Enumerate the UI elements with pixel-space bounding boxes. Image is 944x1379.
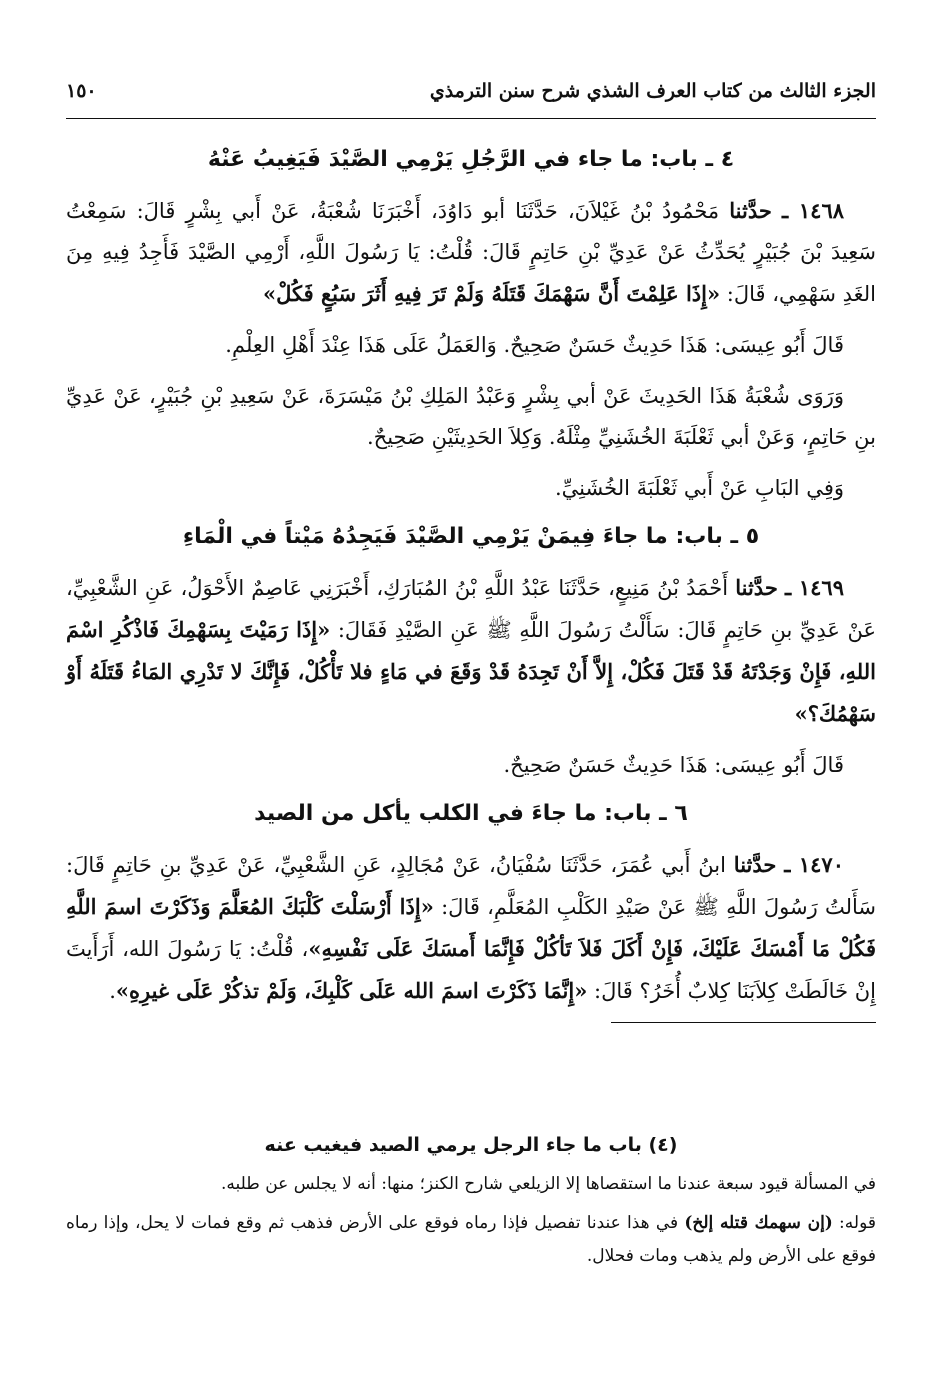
note-2: وَرَوَى شُعْبَةُ هَذَا الحَدِيثَ عَنْ أبي بِشْرٍ وَعَبْدُ المَلِكِ بْنُ مَيْسَرَةَ، عَنْ سَعِيدِ بْنِ جُبَيْرٍ، عَنْ عَدِيِّ بنِ حَاتِمٍ، وَعَنْ أبي ثَعْلَبَةَ الخُشَنِيِّ مِثْلَهُ. وَكِلاَ الحَدِيثَيْنِ صَحِيحٌ. (66, 384, 876, 449)
hadith-text: أَحْمَدُ بْنُ مَنِيعٍ، حَدَّثَنَا عَبْدُ اللَّهِ بْنُ المُبَارَكِ، أَخْبَرَنِي عَاصِمٌ الأَحْوَلُ، عَنِ الشَّعْبِيِّ، عَنْ عَدِيِّ بنِ حَاتِمٍ قَالَ: سَأَلْتُ رَسُولَ اللَّهِ ﷺ عَنِ الصَّيْدِ فَقَالَ: (66, 576, 876, 642)
page-number: ١٥٠ (66, 80, 97, 102)
haddathana: حدَّثنا (733, 852, 777, 877)
hadith-quote: «إِذَا رَمَيْتَ بِسَهْمِكَ فَاذْكُرِ اسْمَ اللهِ، فَإِنْ وَجَدْتَهُ قَدْ قَتَلَ فَكُلْ، إِلاَّ أَنْ تَجِدَهُ قَدْ وَقَعَ في مَاءٍ فلا تَأْكُلْ، فَإِنَّكَ لا تَدْرِي المَاءُ قَتَلَهُ أَوْ سَهْمُكَ؟» (66, 617, 876, 726)
footnotes (66, 1128, 876, 1279)
hadith-1469 (66, 567, 876, 735)
hadith-end: . (109, 979, 116, 1003)
footnote-rest: في هذا عندنا تفصيل فإذا رماه فوقع على الأرض فذهب ثم وقع فمات لا يحل، وإذا رماه فوقع على الأرض ولم يذهب ومات فحلال. (66, 1213, 876, 1266)
footnote-paragraph-2 (66, 1207, 876, 1273)
footnote-lead: قوله: (832, 1213, 876, 1233)
hadith-text: مَحْمُودُ بْنُ غَيْلاَنَ، حَدَّثَنَا أبو دَاوُدَ، أَخْبَرَنَا شُعْبَةُ، عَنْ أَبي بِشْرٍ قَالَ: سَمِعْتُ سَعِيدَ بْنَ جُبَيْرٍ يُحَدِّثُ عَنْ عَدِيِّ بْنِ حَاتِمٍ قَالَ: قُلْتُ: يَا رَسُولَ اللَّهِ، أَرْمِي الصَّيْدَ فَأَجِدُ فِيهِ مِنَ الغَدِ سَهْمِي، قَالَ: (66, 199, 876, 306)
footnote-title: (٤) باب ما جاء الرجل يرمي الصيد فيغيب عنه (264, 1134, 678, 1156)
main-text (66, 142, 876, 1023)
hadith-1468 (66, 190, 876, 315)
hadith-number: ١٤٦٨ ـ (781, 198, 845, 223)
running-title: الجزء الثالث من كتاب العرف الشذي شرح سنن الترمذي (429, 80, 876, 102)
hadith-text: ابنُ أَبي عُمَرَ، حَدَّثَنَا سُفْيَانُ، عَنْ مُجَالِدٍ، عَنِ الشَّعْبِيِّ، عَنْ عَدِيِّ بنِ حَاتِمٍ قَالَ: سَأَلتُ رَسُولَ اللَّهِ ﷺ عَنْ صَيْدِ الكَلْبِ المُعَلَّمِ، قَالَ: (66, 853, 876, 919)
footnote-quote: (إن سهمك قتله إلخ) (684, 1213, 833, 1233)
note-3: وَفِي البَابِ عَنْ أَبي ثَعْلَبَةَ الخُشَنِيِّ. (554, 476, 844, 500)
hadith-quote: «إِذَا أَرْسَلْتَ كَلْبَكَ المُعَلَّمَ وَذَكَرْتَ اسمَ اللَّهِ فَكُلْ مَا أَمْسَكَ عَلَيْكَ، فَإِنْ أَكَلَ فَلاَ تَأكُلْ فَإِنَّمَا أَمسَكَ عَلَى نَفْسِهِ» (66, 894, 876, 961)
footnote-separator (611, 1022, 876, 1023)
hadith-number: ١٤٧٠ ـ (784, 852, 844, 877)
running-header (66, 80, 876, 102)
chapter-title-5: ٥ ـ باب: ما جاءَ فِيمَنْ يَرْمِي الصَّيْدَ فَيَجِدُهُ مَيْتاً في الْمَاءِ (182, 524, 760, 549)
hadith-1470 (66, 844, 876, 1012)
haddathana: حدَّثنا (729, 198, 772, 223)
chapter-title-4: ٤ ـ باب: ما جاء في الرَّجُلِ يَرْمِي الصَّيْدَ فَيَغِيبُ عَنْهُ (207, 147, 735, 172)
footnote-paragraph-1: في المسألة قيود سبعة عندنا ما استقصاها إلا الزيلعي شارح الكنز؛ منها: أنه لا يجلس عن طلبه. (221, 1174, 876, 1194)
haddathana: حدَّثنا (735, 575, 778, 600)
header-rule (66, 118, 876, 119)
note-1: قَالَ أَبُو عِيسَى: هَذَا حَدِيثٌ حَسَنٌ صَحِيحٌ. وَالعَمَلُ عَلَى هَذَا عِنْدَ أَهْلِ العِلْمِ. (225, 333, 844, 357)
hadith-quote-2: «إِنَّمَا ذَكَرْتَ اسمَ الله عَلَى كَلْبِكَ، وَلَمْ تذكُرْ عَلَى غيرِهِ» (115, 978, 588, 1003)
hadith-continuation: ، قُلْتُ: يَا رَسُولَ الله، أَرَأَيتَ إِنْ خَالَطَتْ كِلاَبَنَا كِلابٌ أُخَرُ؟ قَالَ: (66, 937, 876, 1003)
note-4: قَالَ أَبُو عِيسَى: هَذَا حَدِيثٌ حَسَنٌ صَحِيحٌ. (503, 753, 844, 777)
hadith-number: ١٤٦٩ ـ (784, 575, 844, 600)
chapter-title-6: ٦ ـ باب: ما جاءَ في الكلب يأكل من الصيد (254, 801, 688, 826)
hadith-quote: «إِذَا عَلِمْتَ أَنَّ سَهْمَكَ قَتَلَهُ وَلَمْ تَرَ فِيهِ أَثَرَ سَبُعٍ فَكُلْ» (263, 281, 721, 306)
